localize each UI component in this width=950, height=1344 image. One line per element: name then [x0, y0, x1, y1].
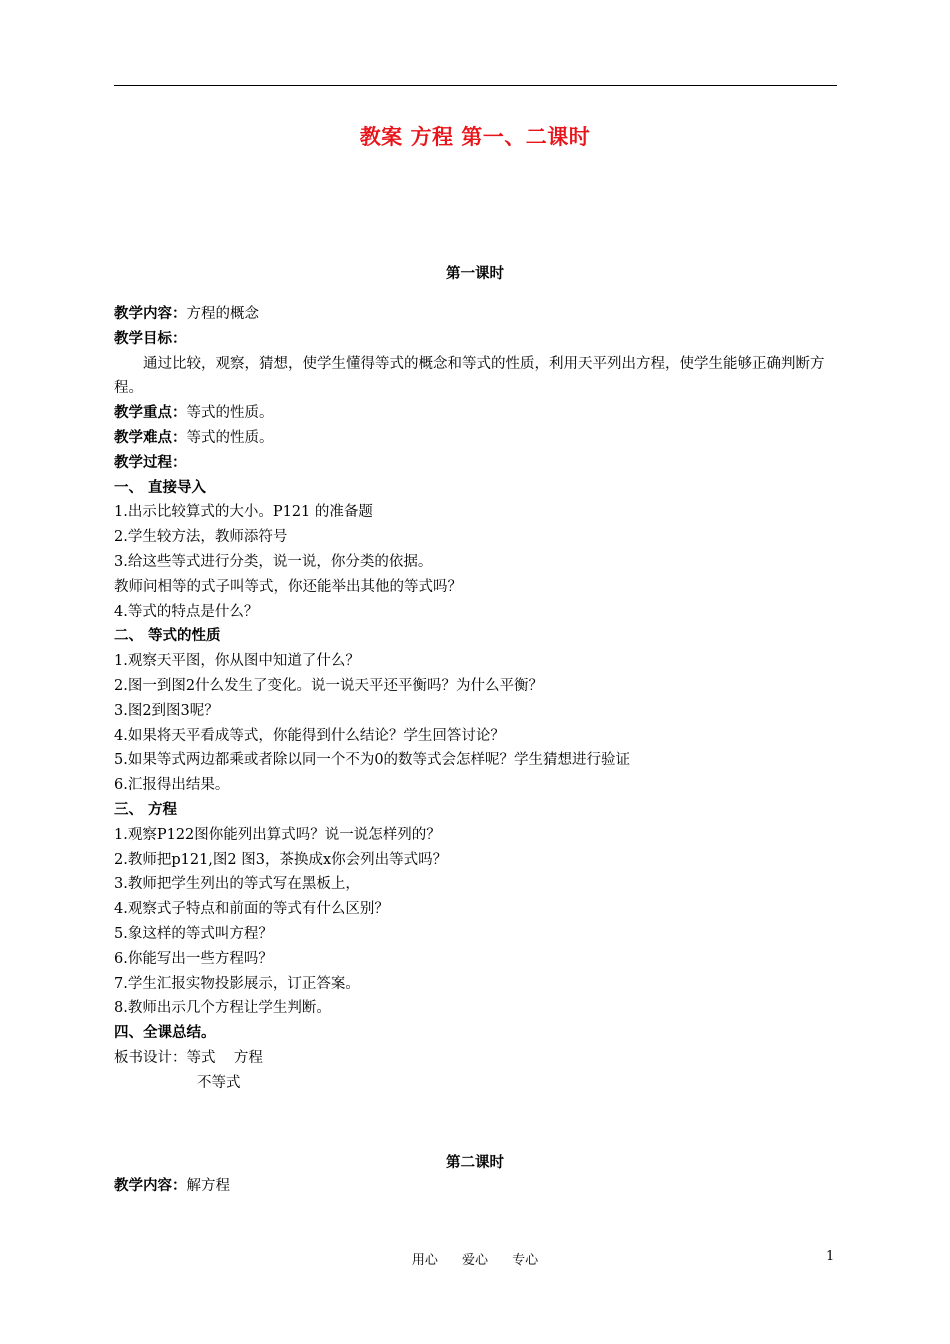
list-item: 1.观察天平图，你从图中知道了什么？ — [114, 653, 360, 670]
list-item: 3.图2到图3呢？ — [114, 702, 219, 719]
content-value: 方程的概念 — [186, 306, 259, 322]
list-item: 5.如果等式两边都乘或者除以同一个不为0的数等式会怎样呢？学生猜想进行验证 — [114, 752, 631, 769]
lesson2-body — [114, 1174, 839, 1199]
list-item: 6.汇报得出结果。 — [114, 777, 230, 794]
list-item: 8.教师出示几个方程让学生判断。 — [114, 1000, 331, 1017]
section-heading: 三、 方程 — [114, 801, 178, 818]
page-footer — [0, 1249, 950, 1268]
difficulty-value: 等式的性质。 — [186, 429, 274, 446]
board-design-line: 板书设计：等式 方程 — [114, 1049, 263, 1066]
board-design-line2: 不等式 — [197, 1074, 241, 1091]
difficulty-line — [114, 426, 839, 451]
content-line — [114, 302, 839, 327]
difficulty-label: 教学难点： — [114, 429, 187, 446]
content-label: 教学内容： — [114, 306, 187, 322]
list-item: 1.出示比较算式的大小。P121 的准备题 — [114, 504, 373, 521]
list-item: 2.教师把p121,图2 图3，茶换成x你会列出等式吗？ — [114, 851, 448, 868]
footer-word: 用心 — [411, 1253, 438, 1268]
process-label: 教学过程： — [114, 454, 187, 471]
document-title: 教案 方程 第一、二课时 — [359, 125, 591, 149]
list-item: 7.学生汇报实物投影展示，订正答案。 — [114, 975, 360, 992]
focus-line — [114, 401, 839, 426]
list-item: 教师问相等的式子叫等式，你还能举出其他的等式吗？ — [114, 578, 462, 595]
list-item: 3.给这些等式进行分类，说一说，你分类的依据。 — [114, 553, 433, 570]
list-item: 4.等式的特点是什么？ — [114, 603, 259, 620]
list-item: 5.象这样的等式叫方程？ — [114, 925, 273, 942]
footer-word: 专心 — [512, 1253, 539, 1268]
list-item: 4.如果将天平看成等式，你能得到什么结论？学生回答讨论？ — [114, 727, 505, 744]
footer-word: 爱心 — [461, 1253, 488, 1268]
section-heading: 四、全课总结。 — [114, 1025, 216, 1042]
content-line — [114, 1174, 839, 1199]
list-item: 2.学生较方法，教师添符号 — [114, 529, 288, 546]
lesson2-heading: 第二课时 — [446, 1155, 504, 1171]
focus-label: 教学重点： — [114, 405, 187, 422]
content-label: 教学内容： — [114, 1178, 187, 1194]
list-item: 6.你能写出一些方程吗？ — [114, 950, 273, 967]
content-value: 解方程 — [186, 1178, 230, 1194]
page-number: 1 — [826, 1249, 835, 1264]
list-item: 1.观察P122图你能列出算式吗？说一说怎样列的？ — [114, 826, 441, 843]
header-rule — [114, 85, 837, 86]
objectives-text: 通过比较，观察，猜想，使学生懂得等式的概念和等式的性质，利用天平列出方程，使学生能够正确判断方程。 — [114, 355, 825, 397]
lesson1-heading: 第一课时 — [446, 266, 504, 282]
section-heading: 一、 直接导入 — [114, 479, 207, 496]
lesson1-body — [114, 302, 839, 1096]
section-heading: 二、 等式的性质 — [114, 628, 221, 645]
objectives-label: 教学目标： — [114, 330, 187, 347]
list-item: 3.教师把学生列出的等式写在黑板上， — [114, 876, 360, 893]
focus-value: 等式的性质。 — [186, 405, 274, 422]
list-item: 4.观察式子特点和前面的等式有什么区别？ — [114, 901, 389, 918]
list-item: 2.图一到图2什么发生了变化。说一说天平还平衡吗？为什么平衡？ — [114, 677, 544, 694]
